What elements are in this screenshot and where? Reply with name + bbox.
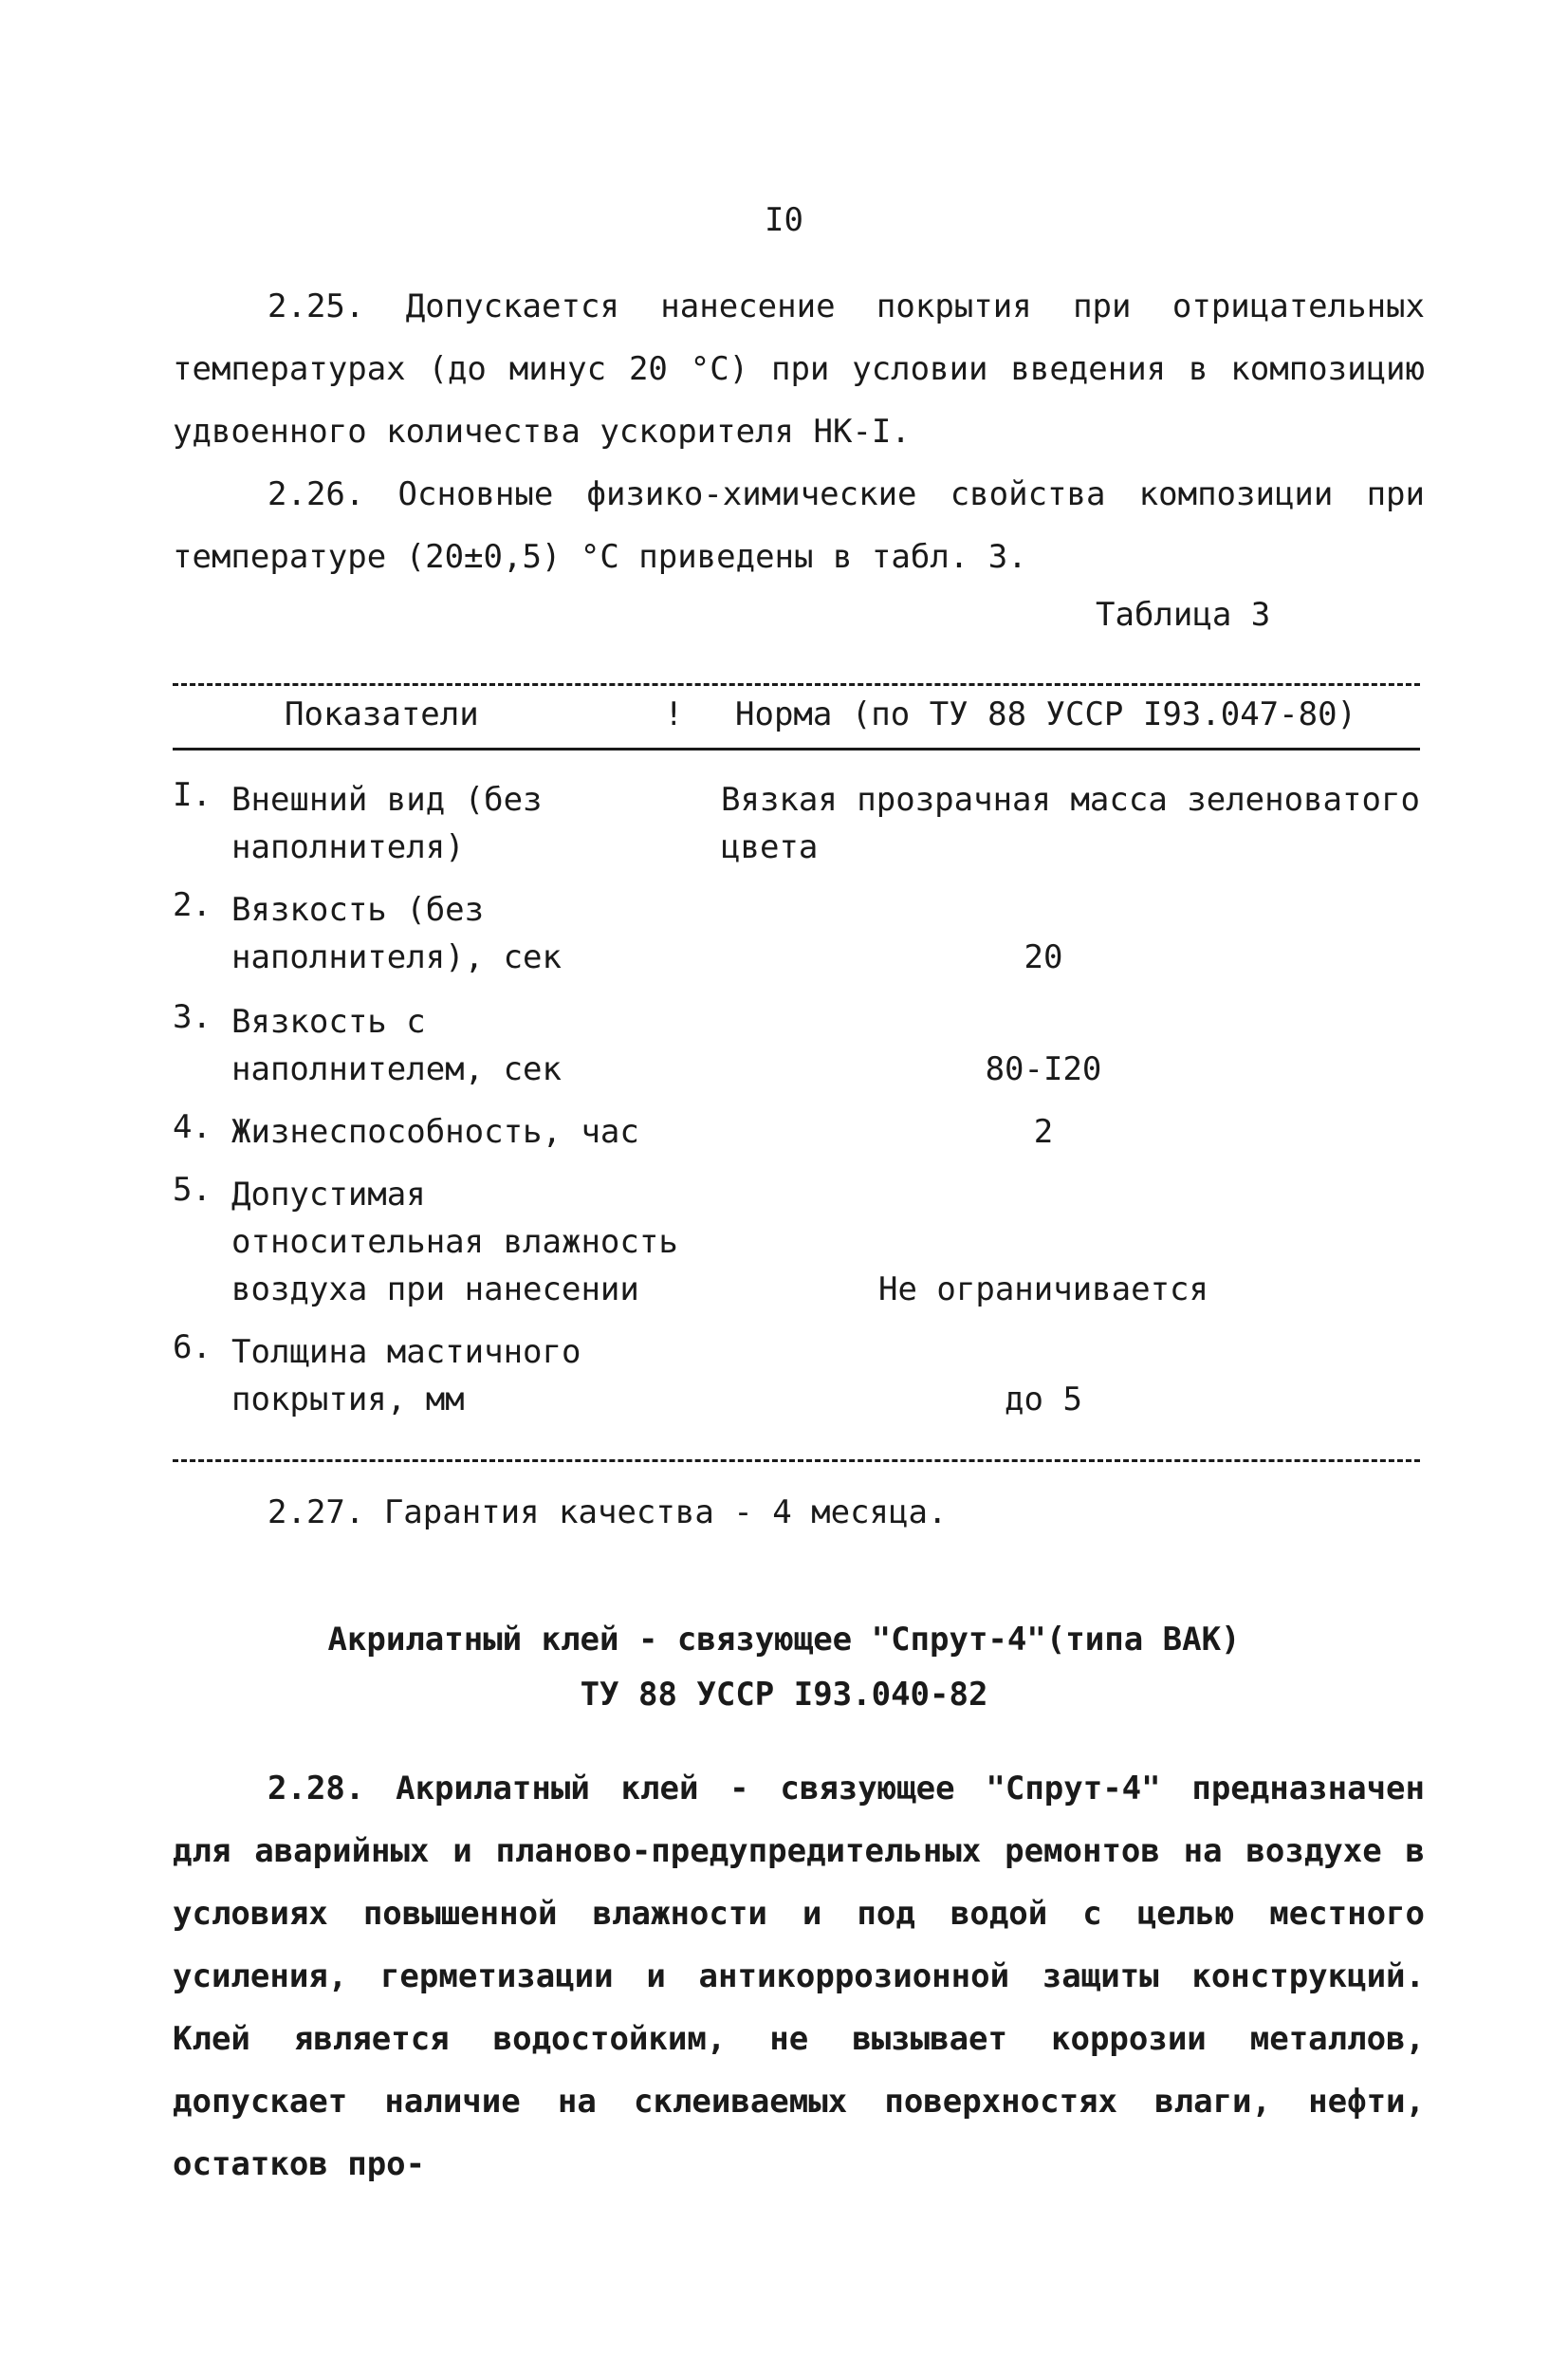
table-row-number: 6. — [173, 1328, 212, 1366]
table-header-rule — [173, 748, 1420, 751]
paragraph-2-25 — [173, 275, 1425, 463]
table-row-norm: 20 — [1024, 938, 1063, 976]
table-row-norm: 80-I20 — [985, 1050, 1102, 1088]
page-number: I0 — [765, 201, 803, 239]
paragraph-2-26 — [173, 463, 1425, 588]
table-bottom-rule — [173, 1459, 1420, 1462]
table-row-indicator: Жизнеспособность, час — [231, 1113, 639, 1151]
table-row-norm: до 5 — [1005, 1381, 1082, 1418]
table-header-norm: Норма (по ТУ 88 УССР I93.047-80) — [735, 695, 1357, 733]
table-row-number: I. — [173, 776, 212, 814]
table-row-indicator: Вязкость с наполнителем, сек — [231, 1003, 562, 1088]
table-row-indicator: Вязкость (без наполнителя), сек — [231, 891, 562, 976]
table-row-number: 2. — [173, 886, 212, 924]
table-caption: Таблица 3 — [1096, 596, 1271, 634]
table-row-norm: Вязкая прозрачная масса зеленоватого цвета — [721, 781, 1420, 866]
table-row-indicator: Толщина мастичного покрытия, мм — [231, 1333, 581, 1418]
table-row-indicator: Внешний вид (без наполнителя) — [231, 781, 543, 866]
table-row-number: 5. — [173, 1171, 212, 1209]
table-header-separator: ! — [664, 695, 684, 733]
table-row-norm: 2 — [1033, 1113, 1054, 1151]
paragraph-2-28-text: 2.28. Акрилатный клей - связующее "Спрут-4" предназначен для аварийных и планово-предупредительных ремонтов на воздухе в условиях повышенной влажности и под водой с целью местного усиления, герметизации и антикоррозионной защиты конструкций. Клей является водостойким, не вызывает коррозии металлов, допускает наличие на склеиваемых поверхностях влаги, нефти, остатков про- — [173, 1770, 1425, 2183]
section-title: Акрилатный клей - связующее "Спрут-4"(типа ВАК) — [327, 1621, 1241, 1659]
paragraph-2-25-text: 2.25. Допускается нанесение покрытия при отрицательных температурах (до минус 20 °С) при условии введения в композицию удвоенного количества ускорителя НК-I. — [173, 287, 1425, 451]
paragraph-2-26-text: 2.26. Основные физико-химические свойства композиции при температуре (20±0,5) °С приведены в табл. 3. — [173, 475, 1425, 576]
table-row-indicator: Допустимая относительная влажность воздуха при нанесении — [231, 1176, 678, 1308]
table-top-rule — [173, 683, 1420, 686]
table-header-indicators: Показатели — [285, 695, 479, 733]
table-row-number: 3. — [173, 998, 212, 1036]
paragraph-2-28 — [173, 1757, 1425, 2196]
table-row-number: 4. — [173, 1108, 212, 1146]
section-subtitle: ТУ 88 УССР I93.040-82 — [580, 1676, 988, 1714]
paragraph-2-27: 2.27. Гарантия качества - 4 месяца. — [267, 1493, 948, 1531]
table-row-norm: Не ограничивается — [878, 1270, 1208, 1308]
